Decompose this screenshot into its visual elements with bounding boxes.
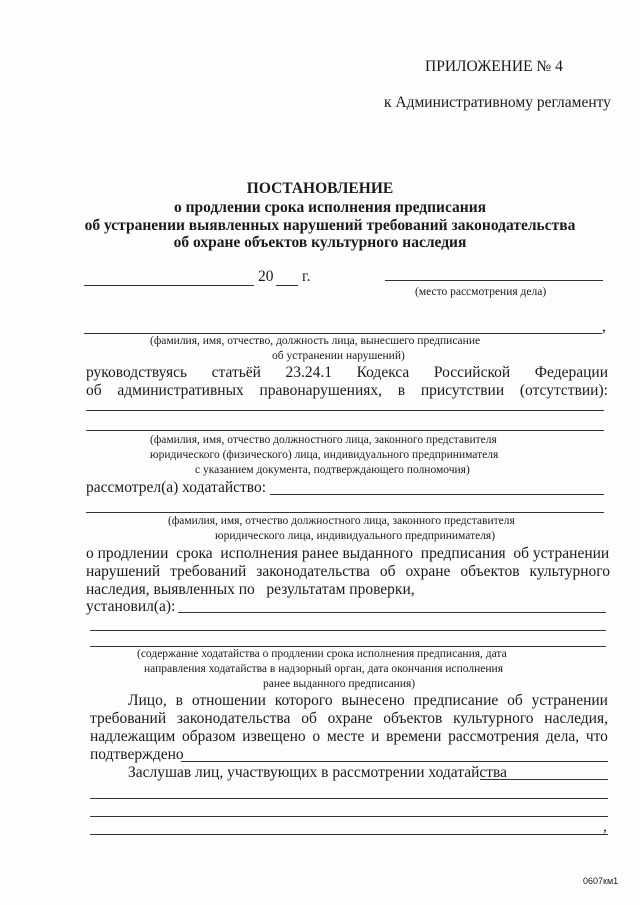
presence-caption-2: юридического (физического) лица, индивидуального предпринимателя	[150, 449, 499, 461]
official-caption-1: (фамилия, имя, отчество, должность лица, вынесшего предписание	[150, 335, 481, 347]
regulation-reference: к Административному регламенту	[384, 94, 611, 111]
guided-line-2: об административных правонарушениях, в присутствии (отсутствии):	[86, 382, 608, 399]
heard-blank-1[interactable]	[480, 779, 608, 780]
presence-caption-3: с указанием документа, подтверждающего полномочия)	[195, 464, 470, 476]
heard-end-comma: ,	[603, 818, 607, 835]
title-line-3: об охране объектов культурного наследия	[173, 234, 467, 251]
extension-line-2: нарушений требований законодательства об охране объектов культурного	[86, 563, 610, 580]
person-line-2: требований законодательства об охране объектов культурного наследия,	[90, 710, 608, 727]
petition-blank-1[interactable]	[270, 494, 604, 495]
presence-blank-1[interactable]	[86, 410, 604, 411]
established-blank-2[interactable]	[90, 630, 606, 631]
person-confirmed-label: подтверждено	[90, 746, 184, 763]
official-comma: ,	[602, 318, 606, 335]
title-line-2: об устранении выявленных нарушений требований законодательства	[84, 217, 576, 234]
date-blank[interactable]	[84, 285, 254, 286]
title-line-1: о продлении срока исполнения предписания	[173, 199, 487, 216]
established-blank-3[interactable]	[90, 646, 606, 647]
petition-caption-2: юридического лица, индивидуального предпринимателя)	[215, 530, 496, 542]
year-blank[interactable]	[276, 285, 298, 286]
presence-blank-2[interactable]	[86, 430, 604, 431]
person-line-3: надлежащим образом извещено о месте и времени рассмотрения дела, что	[90, 728, 608, 745]
confirmation-blank[interactable]	[181, 761, 608, 762]
form-code: 0607км1	[583, 876, 619, 886]
heard-blank-4[interactable]	[90, 834, 608, 835]
guided-line-1: руководствуясь статьёй 23.24.1 Кодекса Российской Федерации	[86, 364, 608, 381]
document-title: ПОСТАНОВЛЕНИЕ	[246, 180, 394, 197]
year-prefix: 20	[258, 268, 274, 285]
established-label: установил(а):	[86, 598, 176, 615]
established-caption-1: (содержание ходатайства о продлении срока исполнения предписания, дата	[137, 648, 507, 660]
established-blank-1[interactable]	[178, 612, 606, 613]
established-caption-2: направления ходатайства в надзорный орган, дата окончания исполнения	[144, 663, 504, 675]
presence-caption-1: (фамилия, имя, отчество должностного лица, законного представителя	[150, 434, 497, 446]
year-suffix: г.	[302, 268, 311, 285]
appendix-number: ПРИЛОЖЕНИЕ № 4	[425, 58, 563, 75]
heard-label: Заслушав лиц, участвующих в рассмотрении ходатайства	[128, 764, 508, 781]
extension-line-3: наследия, выявленных по результатам проверки,	[86, 581, 415, 598]
place-caption: (место рассмотрения дела)	[415, 286, 547, 298]
established-caption-3: ранее выданного предписания)	[263, 678, 416, 690]
heard-blank-2[interactable]	[90, 798, 608, 799]
person-line-1: Лицо, в отношении которого вынесено предписание об устранении	[128, 692, 608, 709]
official-blank[interactable]	[84, 333, 602, 334]
petition-caption-1: (фамилия, имя, отчество должностного лица, законного представителя	[168, 515, 515, 527]
place-blank[interactable]	[385, 280, 603, 281]
heard-blank-3[interactable]	[90, 816, 608, 817]
extension-line-1: о продлении срока исполнения ранее выданного предписания об устранении	[86, 545, 610, 562]
petition-blank-2[interactable]	[86, 512, 604, 513]
petition-label: рассмотрел(а) ходатайство:	[86, 479, 267, 496]
official-caption-2: об устранении нарушений)	[272, 350, 405, 362]
